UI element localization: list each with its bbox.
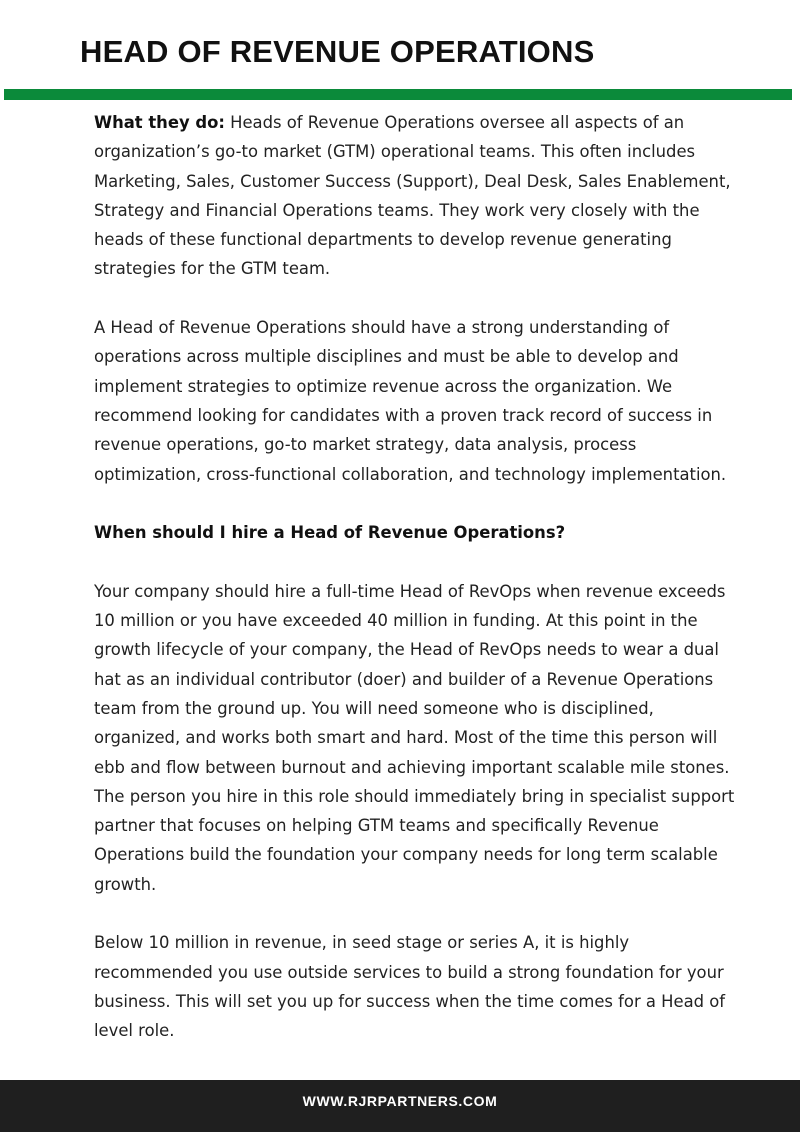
early-stage-paragraph: Below 10 million in revenue, in seed stage or series A, it is highly recommended you use outside services to build a strong foundation for your business. This will set you up for success when the time comes for a Head of level role. — [94, 933, 726, 1041]
website-link[interactable]: WWW.RJRPARTNERS.COM — [302, 1093, 498, 1109]
section-heading-text: When should I hire a Head of Revenue Operations? — [94, 523, 566, 543]
section-heading — [94, 518, 744, 547]
document-body — [94, 108, 744, 1075]
hiring-timing-paragraph: Your company should hire a full-time Head of RevOps when revenue exceeds 10 million or you have exceeded 40 million in funding. At this point in the growth lifecycle of your company, the Head of RevOps needs to wear a dual hat as an individual contributor (doer) and builder of a Revenue Operations team from the ground up. You will need someone who is disciplined, organized, and works both smart and hard. Most of the time this person will ebb and flow between burnout and achieving important scalable mile stones. The person you hire in this role should immediately bring in specialist support partner that focuses on helping GTM teams and specifically Revenue Operations build the foundation your company needs for long term scalable growth. — [94, 581, 735, 894]
requirements-paragraph: A Head of Revenue Operations should have a strong understanding of operations across multiple disciplines and must be able to develop and implement strategies to optimize revenue across the organization. We recommend looking for candidates with a proven track record of success in revenue operations, go-to market strategy, data analysis, process optimization, cross-functional collaboration, and technology implementation. — [94, 318, 727, 484]
intro-paragraph — [94, 108, 744, 284]
intro-label: What they do: — [94, 113, 225, 132]
accent-divider — [4, 89, 792, 100]
intro-text: Heads of Revenue Operations oversee all aspects of an organization’s go-to market (GTM) operational teams. This often includes Marketing, Sales, Customer Success (Support), Deal Desk, Sales Enablement, Strategy and Financial Operations teams. They work very closely with the heads of these functional departments to develop revenue generating strategies for the GTM team. — [94, 113, 731, 279]
footer-bar — [0, 1080, 800, 1132]
page-title: HEAD OF REVENUE OPERATIONS — [80, 34, 595, 69]
